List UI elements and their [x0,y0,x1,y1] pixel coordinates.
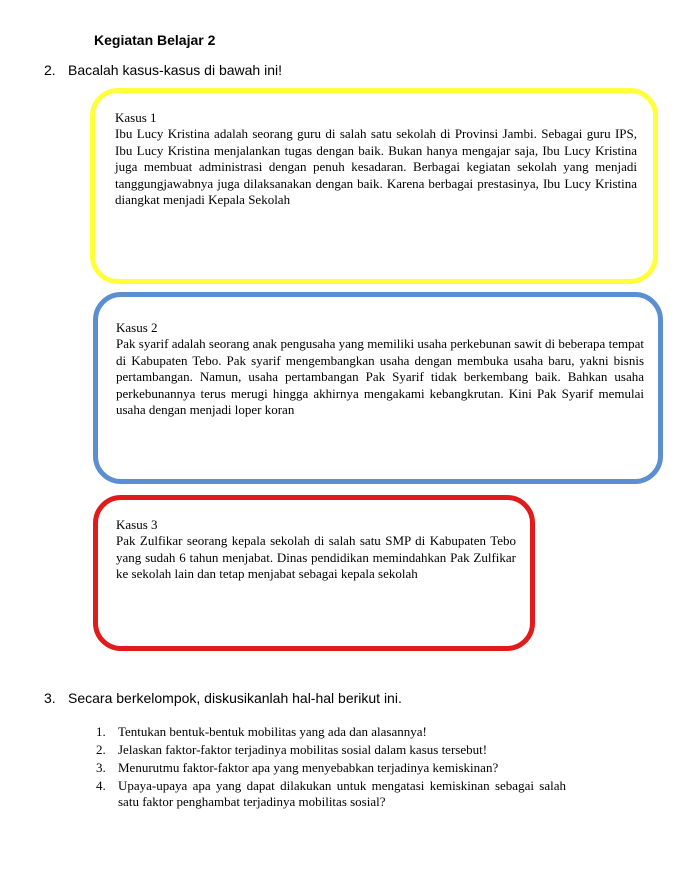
question-3-number: 3. [44,690,56,706]
case-1-box [90,88,658,284]
case-2-text: Pak syarif adalah seorang anak pengusaha yang memiliki usaha perkebunan sawit di beberapa tempat di Kabupaten Tebo. Pak syarif mengembangkan usaha dengan membuka usaha baru, yakni bisnis pertambangan. Namun, usaha pertambangan Pak Syarif tidak berkembang baik. Bahkan usaha perkebunannya terus merugi hingga akhirnya mengakami kebangkrutan. Kini Pak Syarif memulai usaha dengan menjadi loper koran [116,336,644,418]
task-number: 1. [96,724,106,739]
case-3-text: Pak Zulfikar seorang kepala sekolah di salah satu SMP di Kabupaten Tebo yang sudah 6 tahun menjabat. Dinas pendidikan memindahkan Pak Zulfikar ke sekolah lain dan tetap menjabat sebagai kepala sekolah [116,533,516,582]
task-text: Tentukan bentuk-bentuk mobilitas yang ada dan alasannya! [118,724,427,739]
case-2-box [93,292,663,484]
question-3 [44,690,402,706]
task-number: 3. [96,760,106,775]
case-3-box [93,495,535,651]
task-text: Upaya-upaya apa yang dapat dilakukan untuk mengatasi kemiskinan sebagai salah satu faktor penghambat terjadinya mobilitas sosial? [118,778,566,809]
task-item [96,760,566,776]
task-number: 2. [96,742,106,757]
case-1-title: Kasus 1 [115,110,157,125]
question-2-text: Bacalah kasus-kasus di bawah ini! [68,62,283,78]
question-2-number: 2. [44,62,56,78]
question-3-text: Secara berkelompok, diskusikanlah hal-hal berikut ini. [68,690,402,706]
section-heading: Kegiatan Belajar 2 [94,32,216,48]
case-3-title: Kasus 3 [116,517,158,532]
task-number: 4. [96,778,106,793]
task-text: Jelaskan faktor-faktor terjadinya mobilitas sosial dalam kasus tersebut! [118,742,488,757]
case-1-text: Ibu Lucy Kristina adalah seorang guru di salah satu sekolah di Provinsi Jambi. Sebagai guru IPS, Ibu Lucy Kristina menjalankan tugas dengan baik. Bukan hanya mengajar saja, Ibu Lucy Kristina juga membuat administrasi dengan penuh kesadaran. Berbagai kegiatan sekolah yang menjadi tanggungjawabnya juga dilaksanakan dengan baik. Karena berbagai prestasinya, Ibu Lucy Kristina diangkat menjadi Kepala Sekolah [115,126,637,208]
task-text: Menurutmu faktor-faktor apa yang menyebabkan terjadinya kemiskinan? [118,760,499,775]
task-item [96,742,566,758]
task-item [96,724,566,740]
task-item [96,778,566,810]
case-2-title: Kasus 2 [116,320,158,335]
task-list [96,724,566,812]
question-2 [44,62,282,78]
